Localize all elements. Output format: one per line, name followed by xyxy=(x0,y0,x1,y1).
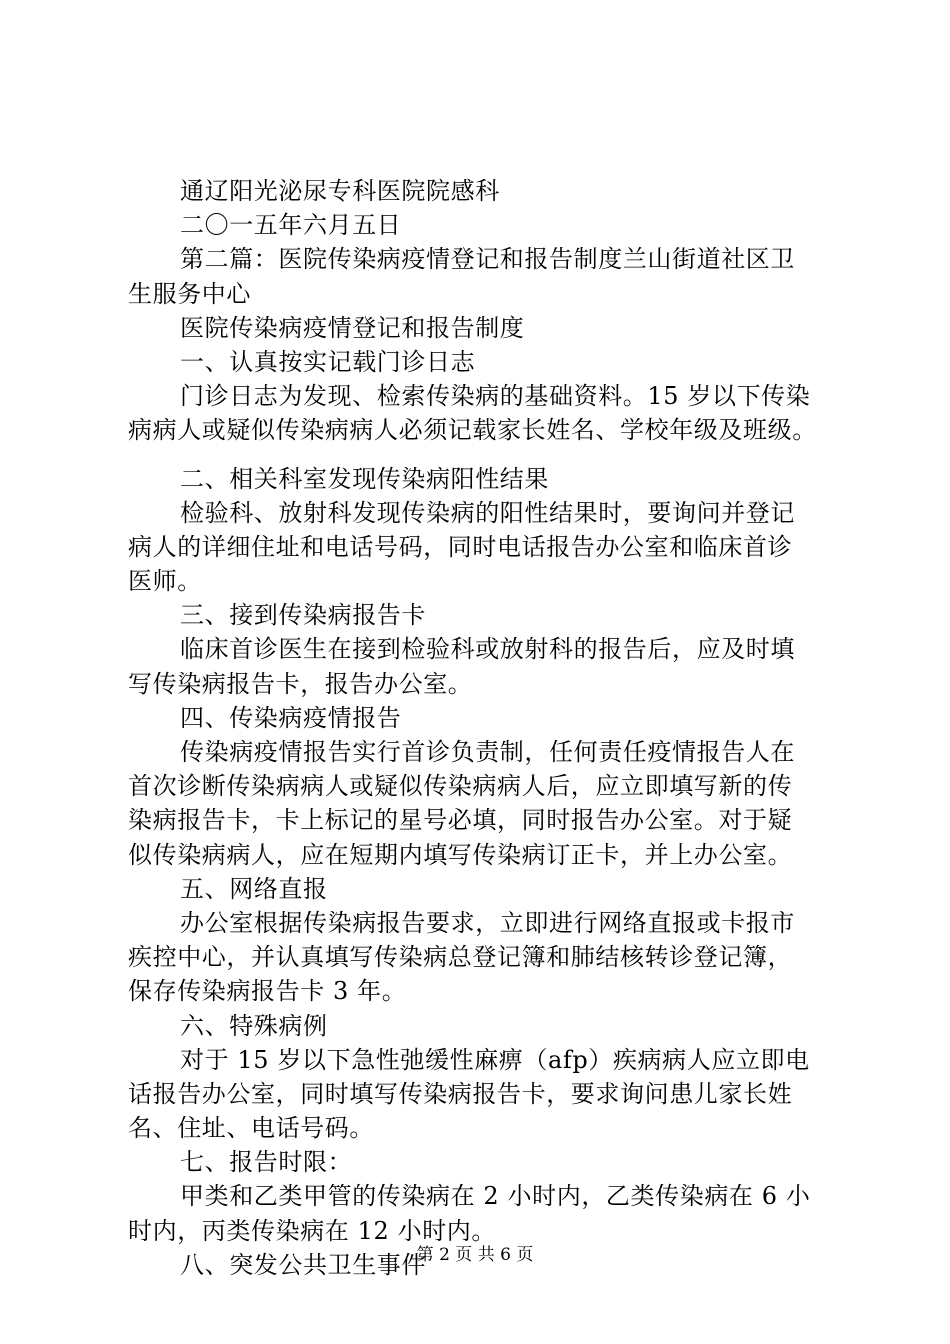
text-line: 第二篇：医院传染病疫情登记和报告制度兰山街道社区卫 xyxy=(180,245,795,274)
text-line: 病人的详细住址和电话号码，同时电话报告办公室和临床首诊 xyxy=(128,532,793,561)
page-footer: 第 2 页 共 6 页 xyxy=(416,1245,534,1265)
text-line: 检验科、放射科发现传染病的阳性结果时，要询问并登记 xyxy=(180,498,795,527)
text-line: 七、报告时限： xyxy=(180,1148,353,1177)
text-line: 四、传染病疫情报告 xyxy=(180,703,402,732)
text-line: 写传染病报告卡，报告办公室。 xyxy=(128,669,473,698)
text-line: 生服务中心 xyxy=(128,279,251,308)
text-line: 五、网络直报 xyxy=(180,874,328,903)
text-line: 一、认真按实记载门诊日志 xyxy=(180,347,476,376)
text-line: 话报告办公室，同时填写传染病报告卡，要求询问患儿家长姓 xyxy=(128,1079,793,1108)
text-line: 名、住址、电话号码。 xyxy=(128,1114,374,1143)
text-line: 医师。 xyxy=(128,567,202,596)
text-line: 临床首诊医生在接到检验科或放射科的报告后，应及时填 xyxy=(180,635,795,664)
text-line: 保存传染病报告卡 3 年。 xyxy=(128,977,407,1006)
text-line: 二、相关科室发现传染病阳性结果 xyxy=(180,464,549,493)
text-line: 病病人或疑似传染病病人必须记载家长姓名、学校年级及班级。 xyxy=(128,416,817,445)
text-line: 八、突发公共卫生事件 xyxy=(180,1250,426,1279)
text-line: 通辽阳光泌尿专科医院院感科 xyxy=(180,177,500,205)
text-line: 门诊日志为发现、检索传染病的基础资料。15 岁以下传染 xyxy=(180,382,811,411)
paragraph-gap xyxy=(128,448,840,462)
text-line: 似传染病病人，应在短期内填写传染病订正卡，并上办公室。 xyxy=(128,840,793,869)
text-line: 医院传染病疫情登记和报告制度 xyxy=(180,313,525,342)
text-line: 二〇一五年六月五日 xyxy=(180,211,402,240)
text-line: 六、特殊病例 xyxy=(180,1011,328,1040)
text-line: 时内，丙类传染病在 12 小时内。 xyxy=(128,1216,496,1245)
text-line: 三、接到传染病报告卡 xyxy=(180,601,426,630)
text-line: 传染病疫情报告实行首诊负责制，任何责任疫情报告人在 xyxy=(180,738,795,766)
text-line: 染病报告卡，卡上标记的星号必填，同时报告办公室。对于疑 xyxy=(128,806,793,835)
text-line: 对于 15 岁以下急性弛缓性麻痹（afp）疾病病人应立即电 xyxy=(180,1045,810,1074)
document-body xyxy=(128,174,840,1282)
text-line: 甲类和乙类甲管的传染病在 2 小时内，乙类传染病在 6 小 xyxy=(180,1182,811,1211)
text-line: 首次诊断传染病病人或疑似传染病病人后，应立即填写新的传 xyxy=(128,772,793,801)
text-line: 疾控中心，并认真填写传染病总登记簿和肺结核转诊登记簿， xyxy=(128,943,793,972)
text-line: 办公室根据传染病报告要求，立即进行网络直报或卡报市 xyxy=(180,908,795,937)
